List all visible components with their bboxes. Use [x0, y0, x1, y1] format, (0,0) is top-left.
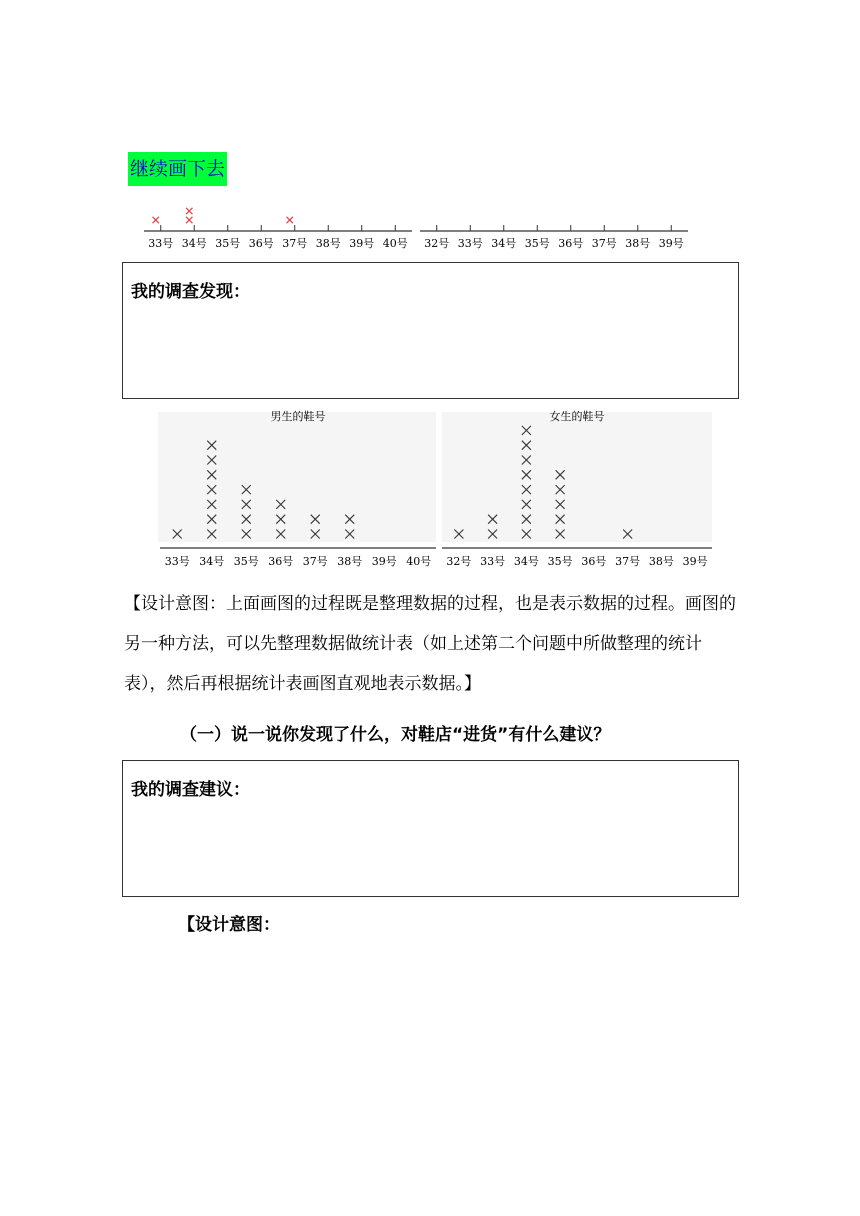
chart-tick-label: 33号 [480, 555, 506, 568]
tick-label: 36号 [248, 237, 274, 250]
highlighted-instruction: 继续画下去 [128, 152, 227, 186]
chart-tick-label: 34号 [513, 555, 539, 568]
tick-label: 40号 [382, 237, 408, 250]
chart-tick-label: 40号 [406, 555, 432, 568]
sketch-x-mark [186, 217, 192, 223]
tick-label: 38号 [315, 237, 341, 250]
design-intent-heading: 【设计意图： [178, 915, 280, 935]
chart-tick-label: 36号 [268, 555, 294, 568]
chart-tick-label: 32号 [446, 555, 472, 568]
sketch-x-mark [186, 208, 192, 214]
tick-label: 33号 [457, 237, 483, 250]
tick-label: 32号 [424, 237, 450, 250]
chart-tick-label: 37号 [302, 555, 328, 568]
sketch-left-line [144, 208, 412, 250]
sketch-x-mark [287, 217, 293, 223]
tick-label: 37号 [282, 237, 308, 250]
sketch-number-lines [140, 198, 700, 258]
chart-tick-label: 35号 [233, 555, 259, 568]
design-intent-paragraph: 【设计意图：上面画图的过程既是整理数据的过程，也是表示数据的过程。画图的另一种方法，可以先整理数据做统计表（如上述第二个问题中所做整理的统计表），然后再根据统计表画图直观地表示数据。】 [124, 594, 736, 694]
chart-tick-label: 35号 [547, 555, 573, 568]
chart-tick-label: 33号 [164, 555, 190, 568]
chart-tick-label: 39号 [682, 555, 708, 568]
tick-label: 39号 [658, 237, 684, 250]
chart-tick-label: 38号 [648, 555, 674, 568]
chart-title: 女生的鞋号 [549, 410, 605, 423]
tick-label: 34号 [491, 237, 517, 250]
tick-label: 37号 [591, 237, 617, 250]
chart-title: 男生的鞋号 [270, 410, 326, 423]
chart-tick-label: 39号 [371, 555, 397, 568]
tick-label: 39号 [349, 237, 375, 250]
suggestion-title: 我的调查建议： [131, 780, 250, 800]
boys-chart-background [158, 412, 436, 542]
chart-tick-label: 36号 [581, 555, 607, 568]
question-text: （一）说一说你发现了什么，对鞋店“进货”有什么建议？ [180, 725, 611, 745]
sketch-x-mark [153, 217, 159, 223]
chart-tick-label: 37号 [615, 555, 641, 568]
tick-label: 35号 [215, 237, 241, 250]
tick-label: 36号 [558, 237, 584, 250]
findings-box[interactable] [122, 262, 739, 399]
chart-tick-label: 38号 [337, 555, 363, 568]
findings-title: 我的调查发现： [131, 282, 250, 302]
chart-tick-label: 34号 [199, 555, 225, 568]
tick-label: 33号 [148, 237, 174, 250]
tick-label: 34号 [181, 237, 207, 250]
tick-label: 38号 [625, 237, 651, 250]
tick-label: 35号 [524, 237, 550, 250]
suggestion-box[interactable] [122, 760, 739, 897]
sketch-right-line [420, 225, 688, 250]
shoe-size-charts [150, 402, 720, 574]
girls-chart-background [442, 412, 712, 542]
